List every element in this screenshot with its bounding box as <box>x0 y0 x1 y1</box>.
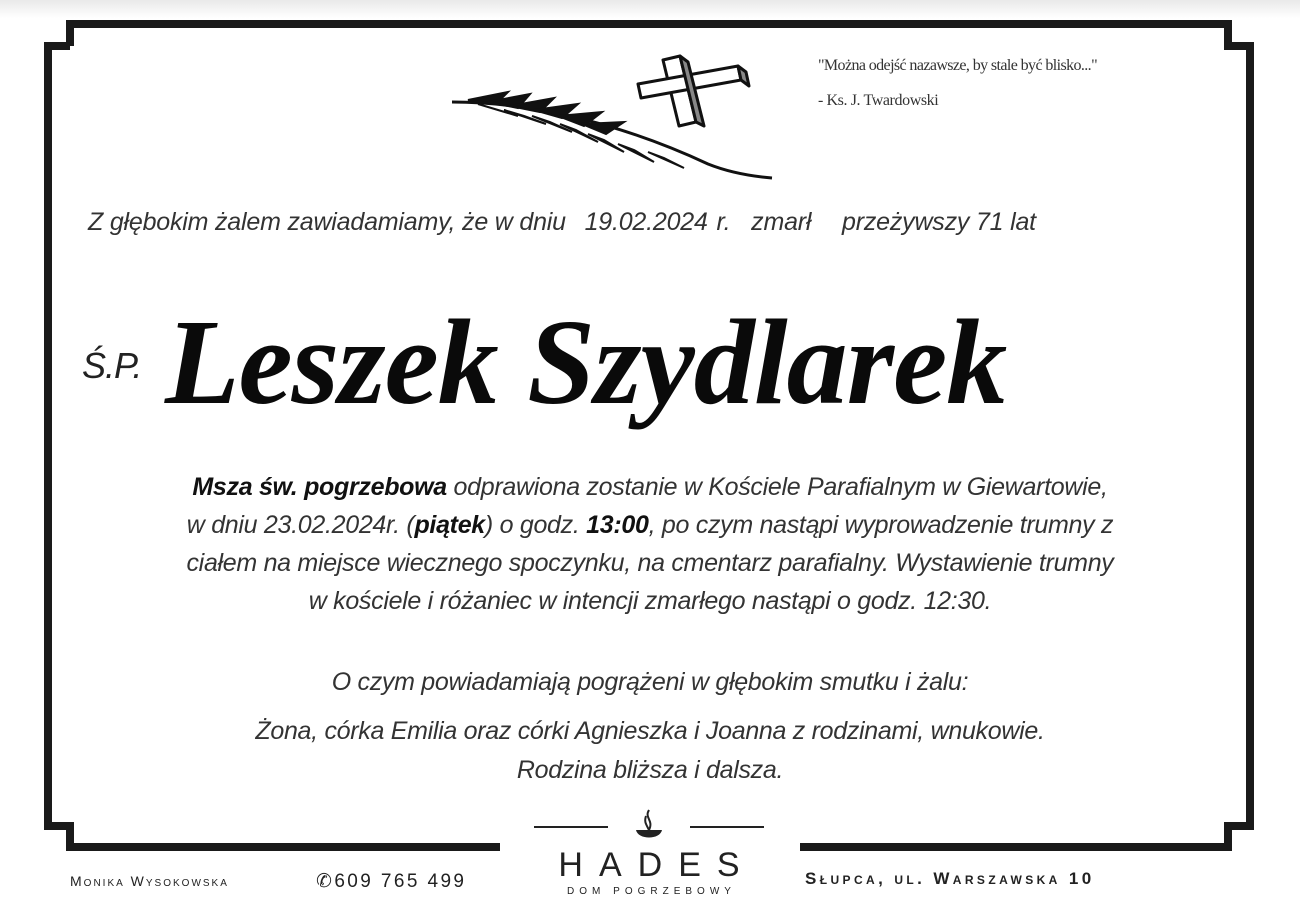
mass-line-4: w kościele i różaniec w intencji zmarłego nastąpi o godz. 12:30. <box>308 587 992 615</box>
contact-phone: ✆609 765 499 <box>316 871 467 892</box>
announcement-line <box>88 208 1036 237</box>
flame-bowl-icon <box>632 808 666 844</box>
mass-line-2-end: , po czym nastąpi wyprowadzenie trumny z <box>648 511 1114 539</box>
business-address: Słupca, ul. Warszawska 10 <box>805 869 1095 888</box>
mass-weekday: piątek <box>414 511 485 539</box>
mourners-line-1: Żona, córka Emilia oraz córki Agnieszka i Joanna z rodzinami, wnukowie. <box>255 717 1045 745</box>
mass-title: Msza św. pogrzebowa <box>192 473 447 501</box>
logo-subtitle: DOM POGRZEBOWY <box>567 886 736 897</box>
mourners-list <box>60 712 1240 790</box>
funeral-mass-details <box>60 468 1240 620</box>
cross-with-palm-icon <box>448 52 778 184</box>
contact-name: Monika Wysokowska <box>70 873 229 889</box>
mass-date: w dniu 23.02.2024r. ( <box>186 511 415 539</box>
mass-line-1-rest: odprawiona zostanie w Kościele Parafialnym w Giewartowie, <box>446 473 1108 501</box>
mass-line-2-mid: ) o godz. <box>484 511 587 539</box>
mass-time: 13:00 <box>586 511 649 539</box>
mass-line-3: ciałem na miejsce wiecznego spoczynku, na cmentarz parafialny. Wystawienie trumny <box>186 549 1114 577</box>
mourners-line-2: Rodzina bliższa i dalsza. <box>516 756 784 784</box>
sp-prefix: Ś.P. <box>82 345 142 386</box>
mourners-intro: O czym powiadamiają pogrążeni w głębokim smutku i żalu: <box>331 668 969 696</box>
announcement-text: Z głębokim żalem zawiadamiamy, że w dniu <box>88 208 566 236</box>
deceased-name: Leszek Szydlarek <box>165 295 1007 430</box>
death-date: 19.02.2024 <box>584 208 708 236</box>
died-word: zmarł <box>751 208 812 236</box>
quote-author: - Ks. J. Twardowski <box>818 92 939 109</box>
mass-line-1 <box>60 468 1240 506</box>
mass-line-2 <box>60 506 1240 544</box>
hades-logo <box>520 806 778 898</box>
age-at-death: przeżywszy 71 lat <box>842 208 1036 236</box>
logo-name: HADES <box>558 846 756 884</box>
quote-text: "Można odejść nazawsze, by stale być blisko..." <box>818 57 1097 74</box>
death-date-suffix: r. <box>716 208 731 236</box>
